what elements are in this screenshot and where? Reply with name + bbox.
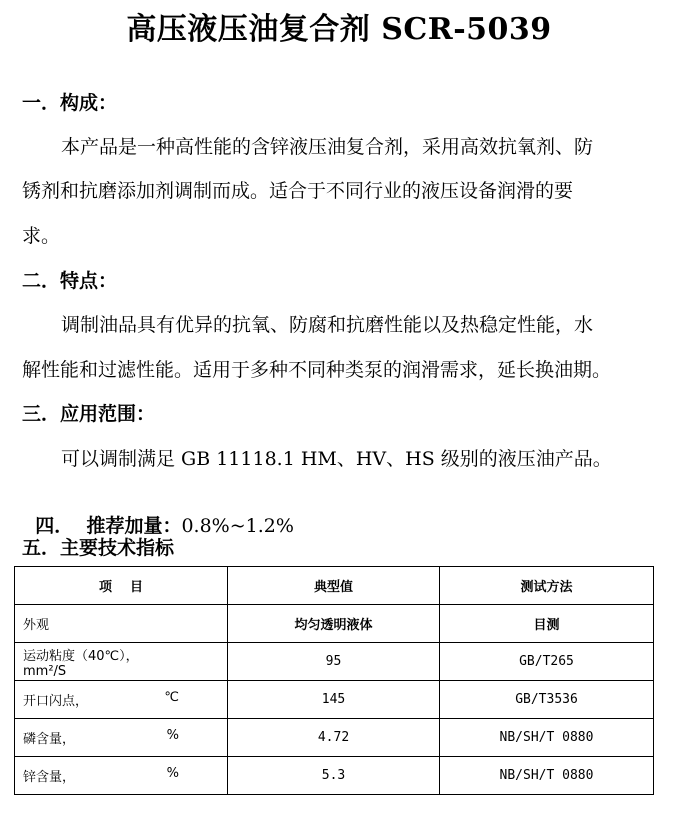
table-row — [15, 681, 654, 719]
row-flashpoint-name: 开口闪点， ℃ — [15, 681, 228, 719]
row-flashpoint-value: 145 — [228, 681, 440, 719]
row-viscosity-method: GB/T265 — [440, 643, 654, 681]
row-appearance-method: 目测 — [440, 605, 654, 643]
features-line-1: 调制油品具有优异的抗氧、防腐和抗磨性能以及热稳定性能，水 — [61, 314, 594, 336]
row-flashpoint-method: GB/T3536 — [440, 681, 654, 719]
row-zinc-value: 5.3 — [228, 757, 440, 795]
row-zinc-name: 锌含量， % — [15, 757, 228, 795]
header-item: 项 目 — [15, 567, 228, 605]
application-line-1: 可以调制满足 GB 11118.1 HM、HV、HS 级别的液压油产品。 — [61, 448, 612, 470]
row-zinc-method: NB/SH/T 0880 — [440, 757, 654, 795]
section-composition-heading: 一．构成： — [22, 92, 118, 114]
dosage-heading: 四． 推荐加量： — [35, 515, 182, 537]
row-phosphorus-name: 磷含量， % — [15, 719, 228, 757]
composition-line-2: 锈剂和抗磨添加剂调制而成。适合于不同行业的液压设备润滑的要 — [22, 180, 574, 202]
dosage-value: 0.8%~1.2% — [181, 515, 294, 537]
spec-table — [14, 566, 654, 795]
composition-line-3: 求。 — [22, 225, 61, 247]
row-viscosity-name: 运动粘度（40℃），mm²/S — [15, 643, 228, 681]
row-appearance-name: 外观 — [15, 605, 228, 643]
section-application-heading: 三．应用范围： — [22, 403, 156, 425]
section-features-heading: 二．特点： — [22, 270, 118, 292]
composition-line-1: 本产品是一种高性能的含锌液压油复合剂，采用高效抗氧剂、防 — [61, 136, 594, 158]
document-title: 高压液压油复合剂 SCR-5039 — [126, 12, 552, 47]
header-test-method: 测试方法 — [440, 567, 654, 605]
row-viscosity-value: 95 — [228, 643, 440, 681]
table-row — [15, 757, 654, 795]
header-typical-value: 典型值 — [228, 567, 440, 605]
table-row — [15, 643, 654, 681]
table-row — [15, 719, 654, 757]
section-dosage — [22, 489, 294, 538]
features-line-2: 解性能和过滤性能。适用于多种不同种类泵的润滑需求，延长换油期。 — [22, 359, 612, 381]
row-phosphorus-method: NB/SH/T 0880 — [440, 719, 654, 757]
row-phosphorus-value: 4.72 — [228, 719, 440, 757]
table-row — [15, 605, 654, 643]
table-header-row — [15, 567, 654, 605]
row-appearance-value: 均匀透明液体 — [228, 605, 440, 643]
section-specs-heading: 五．主要技术指标 — [22, 537, 175, 559]
